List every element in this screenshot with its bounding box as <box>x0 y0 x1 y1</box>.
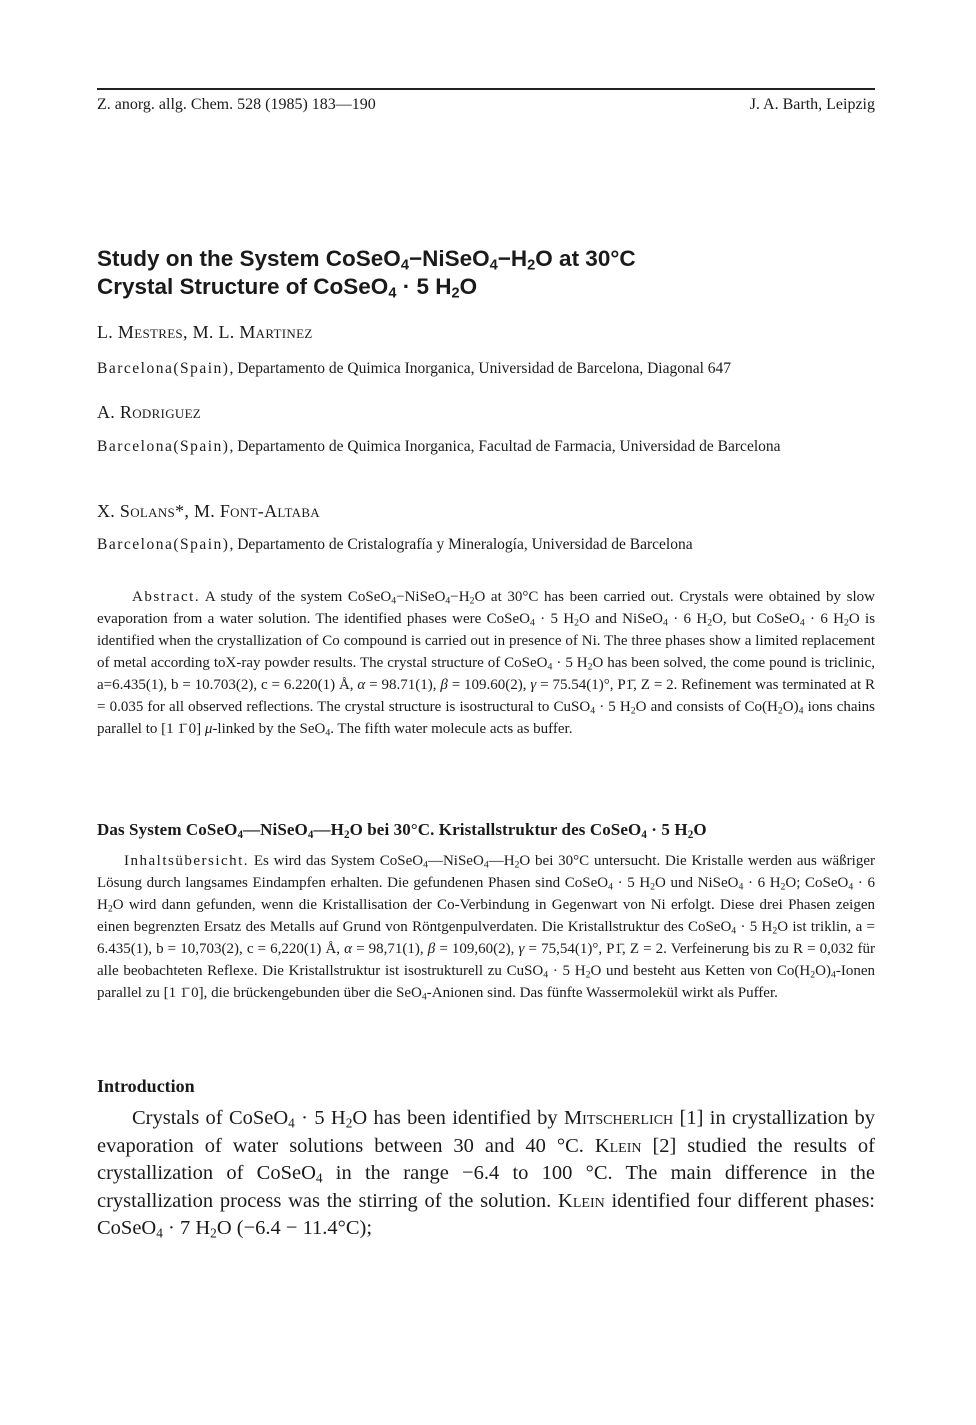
german-abstract: Inhaltsübersicht. Es wird das System $CoSeO_4—NiSeO_4—H_2O$ bei 30°C untersucht. Die Kristalle werden aus wäßriger Lösung durch langsames Eindampfen erhalten. Die gefundenen Phasen sind CoSeO$_4$ · 5 $H_2O$ und NiSeO$_4$ · 6 $H_2O$; CoSeO$_4$ · 6 $H_2O$ wird dann gefunden, wenn die Kristallisation der Co-Verbindung in Gegenwart von Ni erfolgt. Diese drei Phasen zeigen einen begrenzten Ersatz des Metalls auf Grund von Röntgenpulverdaten. Die Kristallstruktur des CoSeO$_4$ · 5 $H_2O$ ist triklin, a = 6.435(1), b = 10,703(2), c = 6,220(1) Å, α = 98,71(1), β = 109,60(2), γ = 75,54(1)°, P1̄, Z = 2. Verfeinerung bis zu R = 0,032 für alle beobachteten Reflexe. Die Kristallstruktur ist isostrukturell zu CuSO$_4$ · 5 $H_2O$ und besteht aus Ketten von $Co(H_2O)_4$-Ionen parallel zu [1 1̄ 0], die brückengebunden über die SeO$_4$-Anionen sind. Das fünfte Wassermolekül wirkt als Puffer. <box>97 853 876 1003</box>
paper-title <box>97 245 857 301</box>
affiliation-1: Barcelona(Spain), Departamento de Quimica Inorganica, Universidad de Barcelona, Diagonal 647 <box>97 360 732 377</box>
title-line-2: Crystal Structure of CoSeO$_4$ · 5 $H_2O$ <box>97 274 478 302</box>
affiliation-3: Barcelona(Spain), Departamento de Cristalografía y Mineralogía, Universidad de Barcelona <box>97 536 693 553</box>
abstract: Abstract. A study of the system $CoSeO_4-NiSeO_4-H_2O$ at 30°C has been carried out. Crystals were obtained by slow evaporation from a water solution. The identified phases were CoSeO$_4$ · 5 $H_2O$ and NiSeO$_4$ · 6 $H_2O$, but CoSeO$_4$ · 6 $H_2O$ is identified when the crystallization of Co compound is carried out in presence of Ni. The three phases show a limited replacement of metal according toX-ray powder results. The crystal structure of CoSeO$_4$ · 5 $H_2O$ has been solved, the come pound is triclinic, a=6.435(1), b = 10.703(2), c = 6.220(1) Å, α = 98.71(1), β = 109.60(2), γ = 75.54(1)°, P1̄, Z = 2. Refinement was terminated at R = 0.035 for all observed reflections. The crystal structure is isostructural to CuSO$_4$ · 5 $H_2O$ and consists of $Co(H_2O)_4$ ions chains parallel to [1 1̄ 0] μ-linked by the SeO$_4$. The fifth water molecule acts as buffer. <box>97 589 876 739</box>
title-line-1: Study on the System $CoSeO_4-NiSeO_4-H_2O$ at 30°C <box>97 246 636 274</box>
author-group-3: X. Solans*, M. Font-Altaba <box>97 501 320 521</box>
affiliation-2: Barcelona(Spain), Departamento de Quimica Inorganica, Facultad de Farmacia, Universidad de Barcelona <box>97 438 781 455</box>
german-heading: Das System $CoSeO_4—NiSeO_4—H_2O$ bei 30°C. Kristallstruktur des CoSeO$_4$ · 5 $H_2O$ <box>97 820 707 841</box>
journal-citation: Z. anorg. allg. Chem. 528 (1985) 183—190 <box>97 96 376 113</box>
header-rule <box>97 88 875 90</box>
introduction-heading: Introduction <box>97 1076 195 1096</box>
author-group-2: A. Rodriguez <box>97 402 202 422</box>
introduction-text: Crystals of CoSeO$_4$ · 5 $H_2O$ has been identified by Mitscherlich [1] in crystallization by evaporation of water solutions between 30 and 40 °C. Klein [2] studied the results of crystallization of CoSeO$_4$ in the range −6.4 to 100 °C. The main difference in the crystallization process was the stirring of the solution. Klein identified four different phases: CoSeO$_4$ · 7 $H_2O$ (−6.4 − 11.4°C); <box>97 1107 875 1241</box>
author-group-1: L. Mestres, M. L. Martinez <box>97 322 313 342</box>
publisher: J. A. Barth, Leipzig <box>749 96 875 113</box>
